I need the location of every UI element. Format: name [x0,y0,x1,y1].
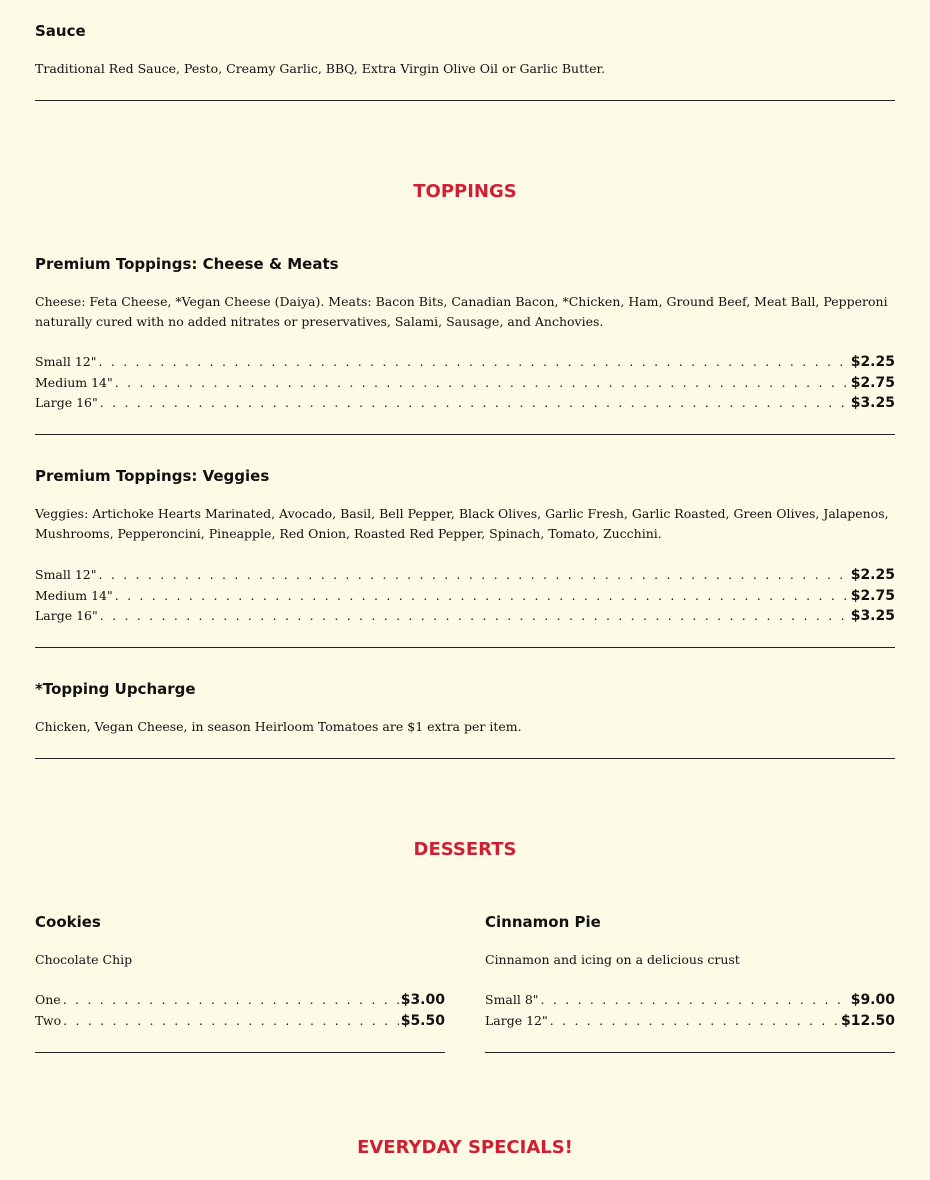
size-label: Medium 14" [35,587,113,603]
price-row [35,393,895,414]
topping-upcharge-title: *Topping Upcharge [35,680,196,698]
divider [35,100,895,101]
sauce-title: Sauce [35,22,86,40]
dot-leader [63,1011,399,1032]
price-value: $2.25 [850,567,895,583]
dot-leader [100,606,849,627]
dot-leader [115,373,849,394]
divider [35,1052,445,1053]
price-row [35,586,895,607]
price-value: $3.25 [850,395,895,412]
premium-cheese-meats-description: Cheese: Feta Cheese, *Vegan Cheese (Daiya). Meats: Bacon Bits, Canadian Bacon, *Chicken, Ham, Ground Beef, Meat Ball, Pepperoni naturally cured with no added nitrates or preservatives, Salami, Sausage, and Anchovies. [35,294,888,329]
price-row [35,565,895,586]
toppings-heading: TOPPINGS [413,181,517,202]
dot-leader [99,352,849,373]
cookies-title: Cookies [35,913,101,931]
desserts-heading: DESSERTS [413,839,517,860]
price-list [35,352,895,414]
price-value: $12.50 [840,1012,895,1029]
premium-veggies-description: Veggies: Artichoke Hearts Marinated, Avocado, Basil, Bell Pepper, Black Olives, Garlic Fresh, Garlic Roasted, Green Olives, Jalapenos, Mushrooms, Pepperoncini, Pineapple, Red Onion, Roasted Red Pepper, Spinach, Tomato, Zucchini. [35,506,889,541]
size-label: Large 16" [35,395,98,411]
premium-veggies-title: Premium Toppings: Veggies [35,467,270,485]
price-value: $3.25 [850,608,895,625]
price-row [35,352,895,373]
dot-leader [541,990,849,1011]
premium-cheese-meats-title: Premium Toppings: Cheese & Meats [35,255,339,273]
sauce-description: Traditional Red Sauce, Pesto, Creamy Garlic, BBQ, Extra Virgin Olive Oil or Garlic Butter. [35,61,606,76]
price-list [35,990,445,1031]
cookies-description: Chocolate Chip [35,952,133,967]
dot-leader [100,393,849,414]
price-value: $9.00 [850,992,895,1008]
qty-label: Two [35,1012,62,1028]
price-row [485,1011,895,1032]
price-value: $5.50 [400,1012,445,1029]
dot-leader [115,586,849,607]
size-label: Small 12" [35,567,97,582]
price-row [485,990,895,1011]
qty-label: One [35,992,61,1007]
price-row [35,1011,445,1032]
divider [35,758,895,759]
dot-leader [550,1011,839,1032]
size-label: Small 8" [485,992,539,1007]
price-row [35,606,895,627]
size-label: Large 16" [35,608,98,624]
divider [485,1052,895,1053]
everyday-specials-heading: EVERYDAY SPECIALS! [357,1137,573,1158]
topping-upcharge-description: Chicken, Vegan Cheese, in season Heirloom Tomatoes are $1 extra per item. [35,719,522,734]
price-value: $2.75 [850,587,895,604]
dot-leader [99,565,849,586]
divider [35,434,895,435]
price-row [35,990,445,1011]
cinnamon-pie-title: Cinnamon Pie [485,913,601,931]
size-label: Large 12" [485,1012,548,1028]
cinnamon-pie-description: Cinnamon and icing on a delicious crust [485,952,740,967]
price-row [35,373,895,394]
size-label: Medium 14" [35,374,113,390]
price-value: $2.75 [850,374,895,391]
divider [35,647,895,648]
price-list [35,565,895,627]
price-value: $2.25 [850,354,895,370]
dot-leader [63,990,399,1011]
size-label: Small 12" [35,354,97,369]
price-list [485,990,895,1031]
price-value: $3.00 [400,992,445,1008]
